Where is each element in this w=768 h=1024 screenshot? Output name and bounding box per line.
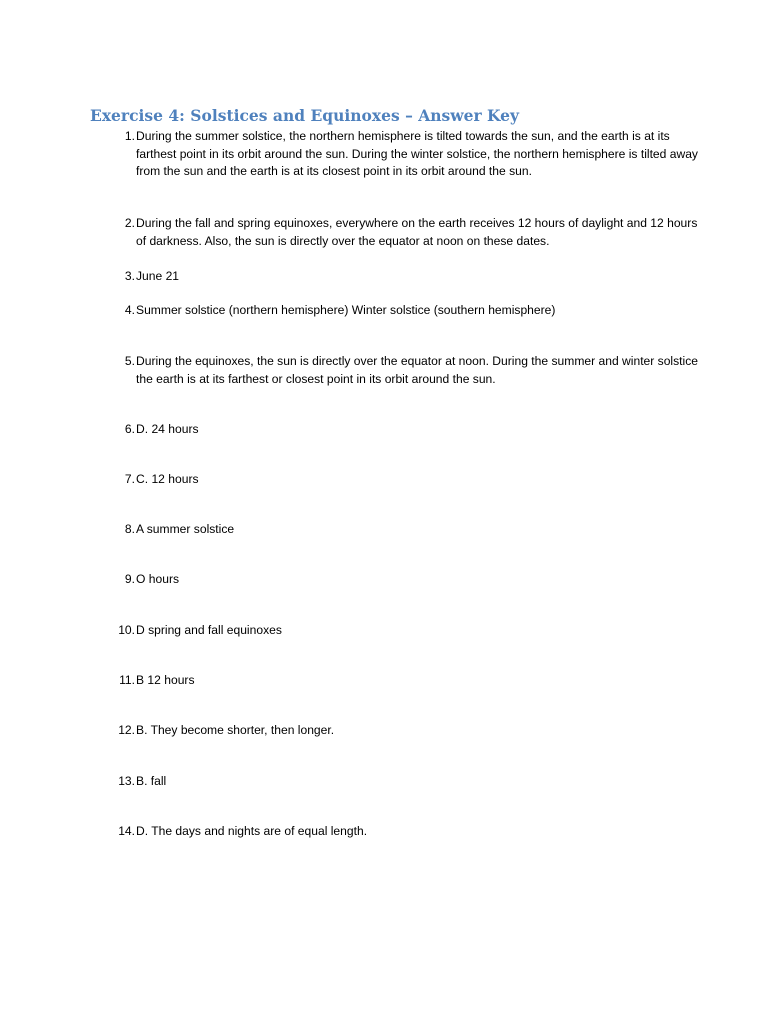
answer-number: 5. xyxy=(124,354,135,368)
answer-text: Summer solstice (northern hemisphere) Winter solstice (southern hemisphere) xyxy=(136,303,556,317)
answer-text: C. 12 hours xyxy=(136,472,199,486)
answer-number: 6. xyxy=(124,422,135,436)
answer-item-13 xyxy=(109,773,699,791)
answer-number: 1. xyxy=(124,129,135,143)
answer-text: D. 24 hours xyxy=(136,422,199,436)
answer-item-6 xyxy=(109,421,699,439)
answer-item-9 xyxy=(109,571,699,589)
answer-item-14 xyxy=(109,823,699,841)
answer-text: B 12 hours xyxy=(136,673,195,687)
answer-number: 12. xyxy=(118,723,135,737)
answer-number: 9. xyxy=(124,572,135,586)
answer-number: 14. xyxy=(118,824,135,838)
answer-number: 8. xyxy=(124,522,135,536)
answer-text: A summer solstice xyxy=(136,522,235,536)
answer-item-10 xyxy=(109,622,699,640)
page-title: Exercise 4: Solstices and Equinoxes – Answer Key xyxy=(90,106,520,125)
answer-text: B. fall xyxy=(136,774,167,788)
answer-number: 2. xyxy=(124,216,135,230)
answer-item-12 xyxy=(109,722,699,740)
answer-text: During the equinoxes, the sun is directly over the equator at noon. During the summer and winter solstice the earth is at its farthest or closest point in its orbit around the sun. xyxy=(136,354,698,386)
answer-text: B. They become shorter, then longer. xyxy=(136,723,335,737)
answer-item-2 xyxy=(109,215,699,250)
answer-number: 7. xyxy=(124,472,135,486)
answer-number: 11. xyxy=(119,673,135,687)
answer-number: 10. xyxy=(118,623,135,637)
answer-text: D spring and fall equinoxes xyxy=(136,623,282,637)
answer-item-8 xyxy=(109,521,699,539)
answer-text: O hours xyxy=(136,572,180,586)
answer-item-1 xyxy=(109,128,699,181)
answer-number: 13. xyxy=(118,774,135,788)
answer-text: June 21 xyxy=(136,269,180,283)
answer-item-11 xyxy=(109,672,699,690)
answer-number: 3. xyxy=(124,269,135,283)
answer-text: D. The days and nights are of equal length. xyxy=(136,824,368,838)
answer-item-3 xyxy=(109,268,699,286)
answer-number: 4. xyxy=(124,303,135,317)
answer-text: During the fall and spring equinoxes, everywhere on the earth receives 12 hours of daylight and 12 hours of darkness. Also, the sun is directly over the equator at noon on these dates. xyxy=(136,216,698,248)
answer-item-7 xyxy=(109,471,699,489)
answer-text: During the summer solstice, the northern hemisphere is tilted towards the sun, and the earth is at its farthest point in its orbit around the sun. During the winter solstice, the northern hemisphere is tilted away from the sun and the earth is at its closest point in its orbit around the sun. xyxy=(136,129,698,179)
answer-item-5 xyxy=(109,353,699,388)
answer-item-4 xyxy=(109,302,699,320)
